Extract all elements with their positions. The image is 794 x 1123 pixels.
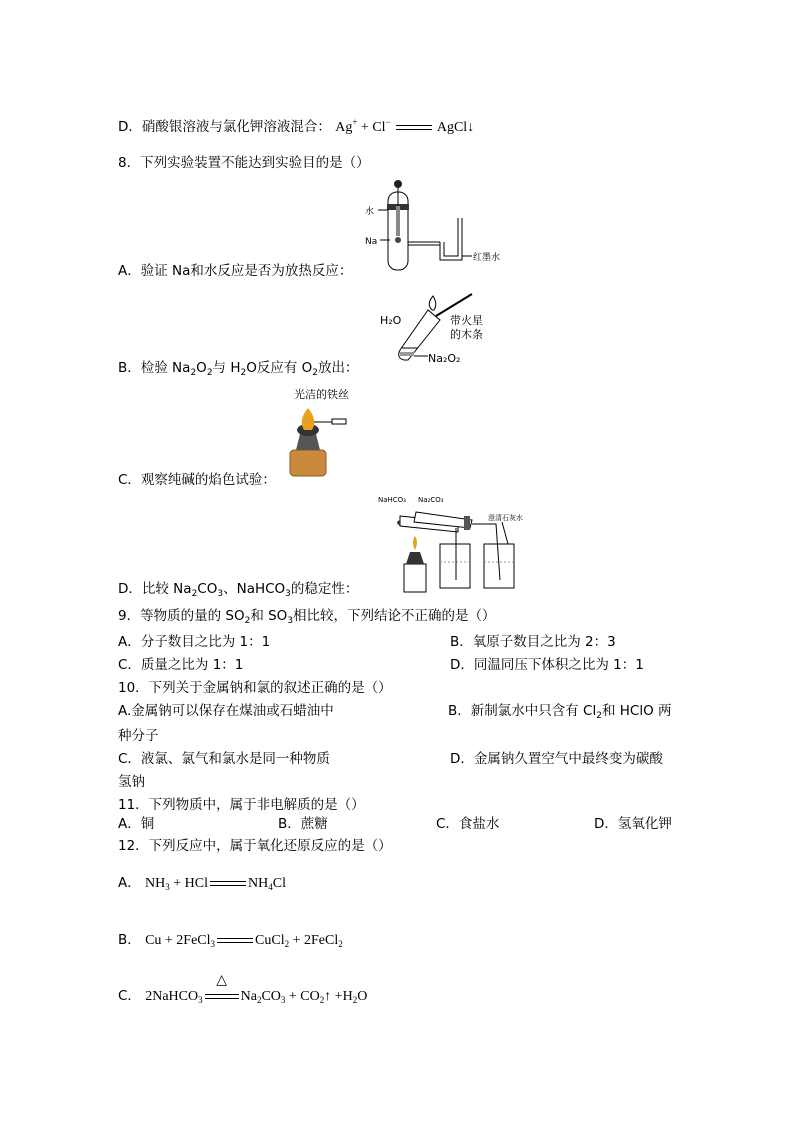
q10-option-b-continued: 种分子: [118, 728, 159, 744]
q8b-label-h2o: H₂O: [380, 314, 402, 327]
heat-symbol: △: [216, 972, 228, 988]
q8b-apparatus-figure: [378, 290, 498, 370]
q8b-label-splint-2: 的木条: [450, 328, 483, 341]
q8b-label-na2o2: Na₂O₂: [428, 352, 461, 365]
q10-option-a: A.金属钠可以保存在煤油或石蜡油中: [118, 703, 334, 719]
q8a-apparatus-figure: [362, 178, 501, 278]
q12a-equation: $NH_3$ + HCl $NH_4Cl$: [145, 876, 286, 892]
q11-option-c: C．食盐水: [436, 816, 500, 832]
q12-option-a: A． $NH_3$ + HCl $NH_4Cl$: [118, 875, 286, 892]
q8-option-c: C．观察纯碱的焰色试验：: [118, 472, 276, 488]
q8-option-a: A．验证 Na和水反应是否为放热反应：: [118, 263, 353, 279]
q10-option-d: D．金属钠久置空气中最终变为碳酸: [450, 751, 663, 767]
q8d-apparatus-figure: [376, 492, 536, 592]
q11-option-a: A．铜: [118, 816, 155, 832]
equals-sign: [394, 123, 434, 133]
q9-option-d: D．同温同压下体积之比为 1：1: [450, 657, 644, 673]
q8-option-b: B．检验 $Na_2O_2$与 $H_2O$反应有 $O_2$放出：: [118, 360, 359, 378]
q10-option-c: C．液氯、氯气和氯水是同一种物质: [118, 751, 330, 767]
q9-option-b: B．氧原子数目之比为 2：3: [450, 634, 616, 650]
equals-sign: [208, 879, 248, 889]
q8d-label-na2co3: Na₂CO₃: [418, 496, 444, 504]
q9-option-c: C．质量之比为 1：1: [118, 657, 244, 673]
q11-stem: 11．下列物质中，属于非电解质的是（）: [118, 797, 365, 813]
q12-stem: 12．下列反应中，属于氧化还原反应的是（）: [118, 838, 392, 854]
q11-option-b: B．蔗糖: [278, 816, 328, 832]
q10-stem: 10．下列关于金属钠和氯的叙述正确的是（）: [118, 680, 392, 696]
q10-option-b: B．新制氯水中只含有 $Cl_2$和 HClO 两: [448, 703, 672, 721]
q8a-label-na: Na: [365, 237, 378, 247]
q8d-label-nahco3: NaHCO₃: [378, 496, 406, 504]
q8b-label-splint-1: 带火星: [450, 314, 483, 327]
q8d-label-limewater: 澄清石灰水: [488, 514, 523, 522]
q8a-label-ink: 红墨水: [473, 253, 501, 263]
q8a-label-water: 水: [365, 207, 375, 217]
q12-option-b: B． Cu + 2FeCl$_3$ CuCl$_2$ + 2FeCl$_2$: [118, 932, 343, 949]
equals-sign: [215, 936, 255, 946]
q12c-equation: 2NaHCO$_3$ △ $Na_2CO_3$ + $CO_2↑ +H_2O$: [145, 972, 368, 1005]
q8-stem: 8．下列实验装置不能达到实验目的是（）: [118, 155, 370, 171]
q12-option-c: C． 2NaHCO$_3$ △ $Na_2CO_3$ + $CO_2↑ +H_2O$: [118, 972, 368, 1005]
q11-option-d: D．氢氧化钾: [594, 816, 672, 832]
q12b-equation: Cu + 2FeCl$_3$ CuCl$_2$ + 2FeCl$_2$: [145, 933, 343, 949]
q10-option-d-continued: 氢钠: [118, 774, 145, 790]
q9-option-a: A．分子数目之比为 1：1: [118, 634, 271, 650]
q8c-label-wire: 光洁的铁丝: [294, 388, 349, 401]
q7d-equation: Ag+ + Cl− AgCl↓: [335, 117, 475, 135]
q9-stem: 9．等物质的量的 $SO_2$和 $SO_3$相比较，下列结论不正确的是（）: [118, 608, 496, 626]
q8c-burner-figure: [286, 382, 366, 482]
q8-option-d: D．比较 $Na_2CO_3$、NaHCO$_3$的稳定性：: [118, 581, 359, 599]
q7-option-d: D．硝酸银溶液与氯化钾溶液混合： Ag+ + Cl− AgCl↓: [118, 117, 475, 135]
heat-equals-sign: [203, 972, 241, 1002]
